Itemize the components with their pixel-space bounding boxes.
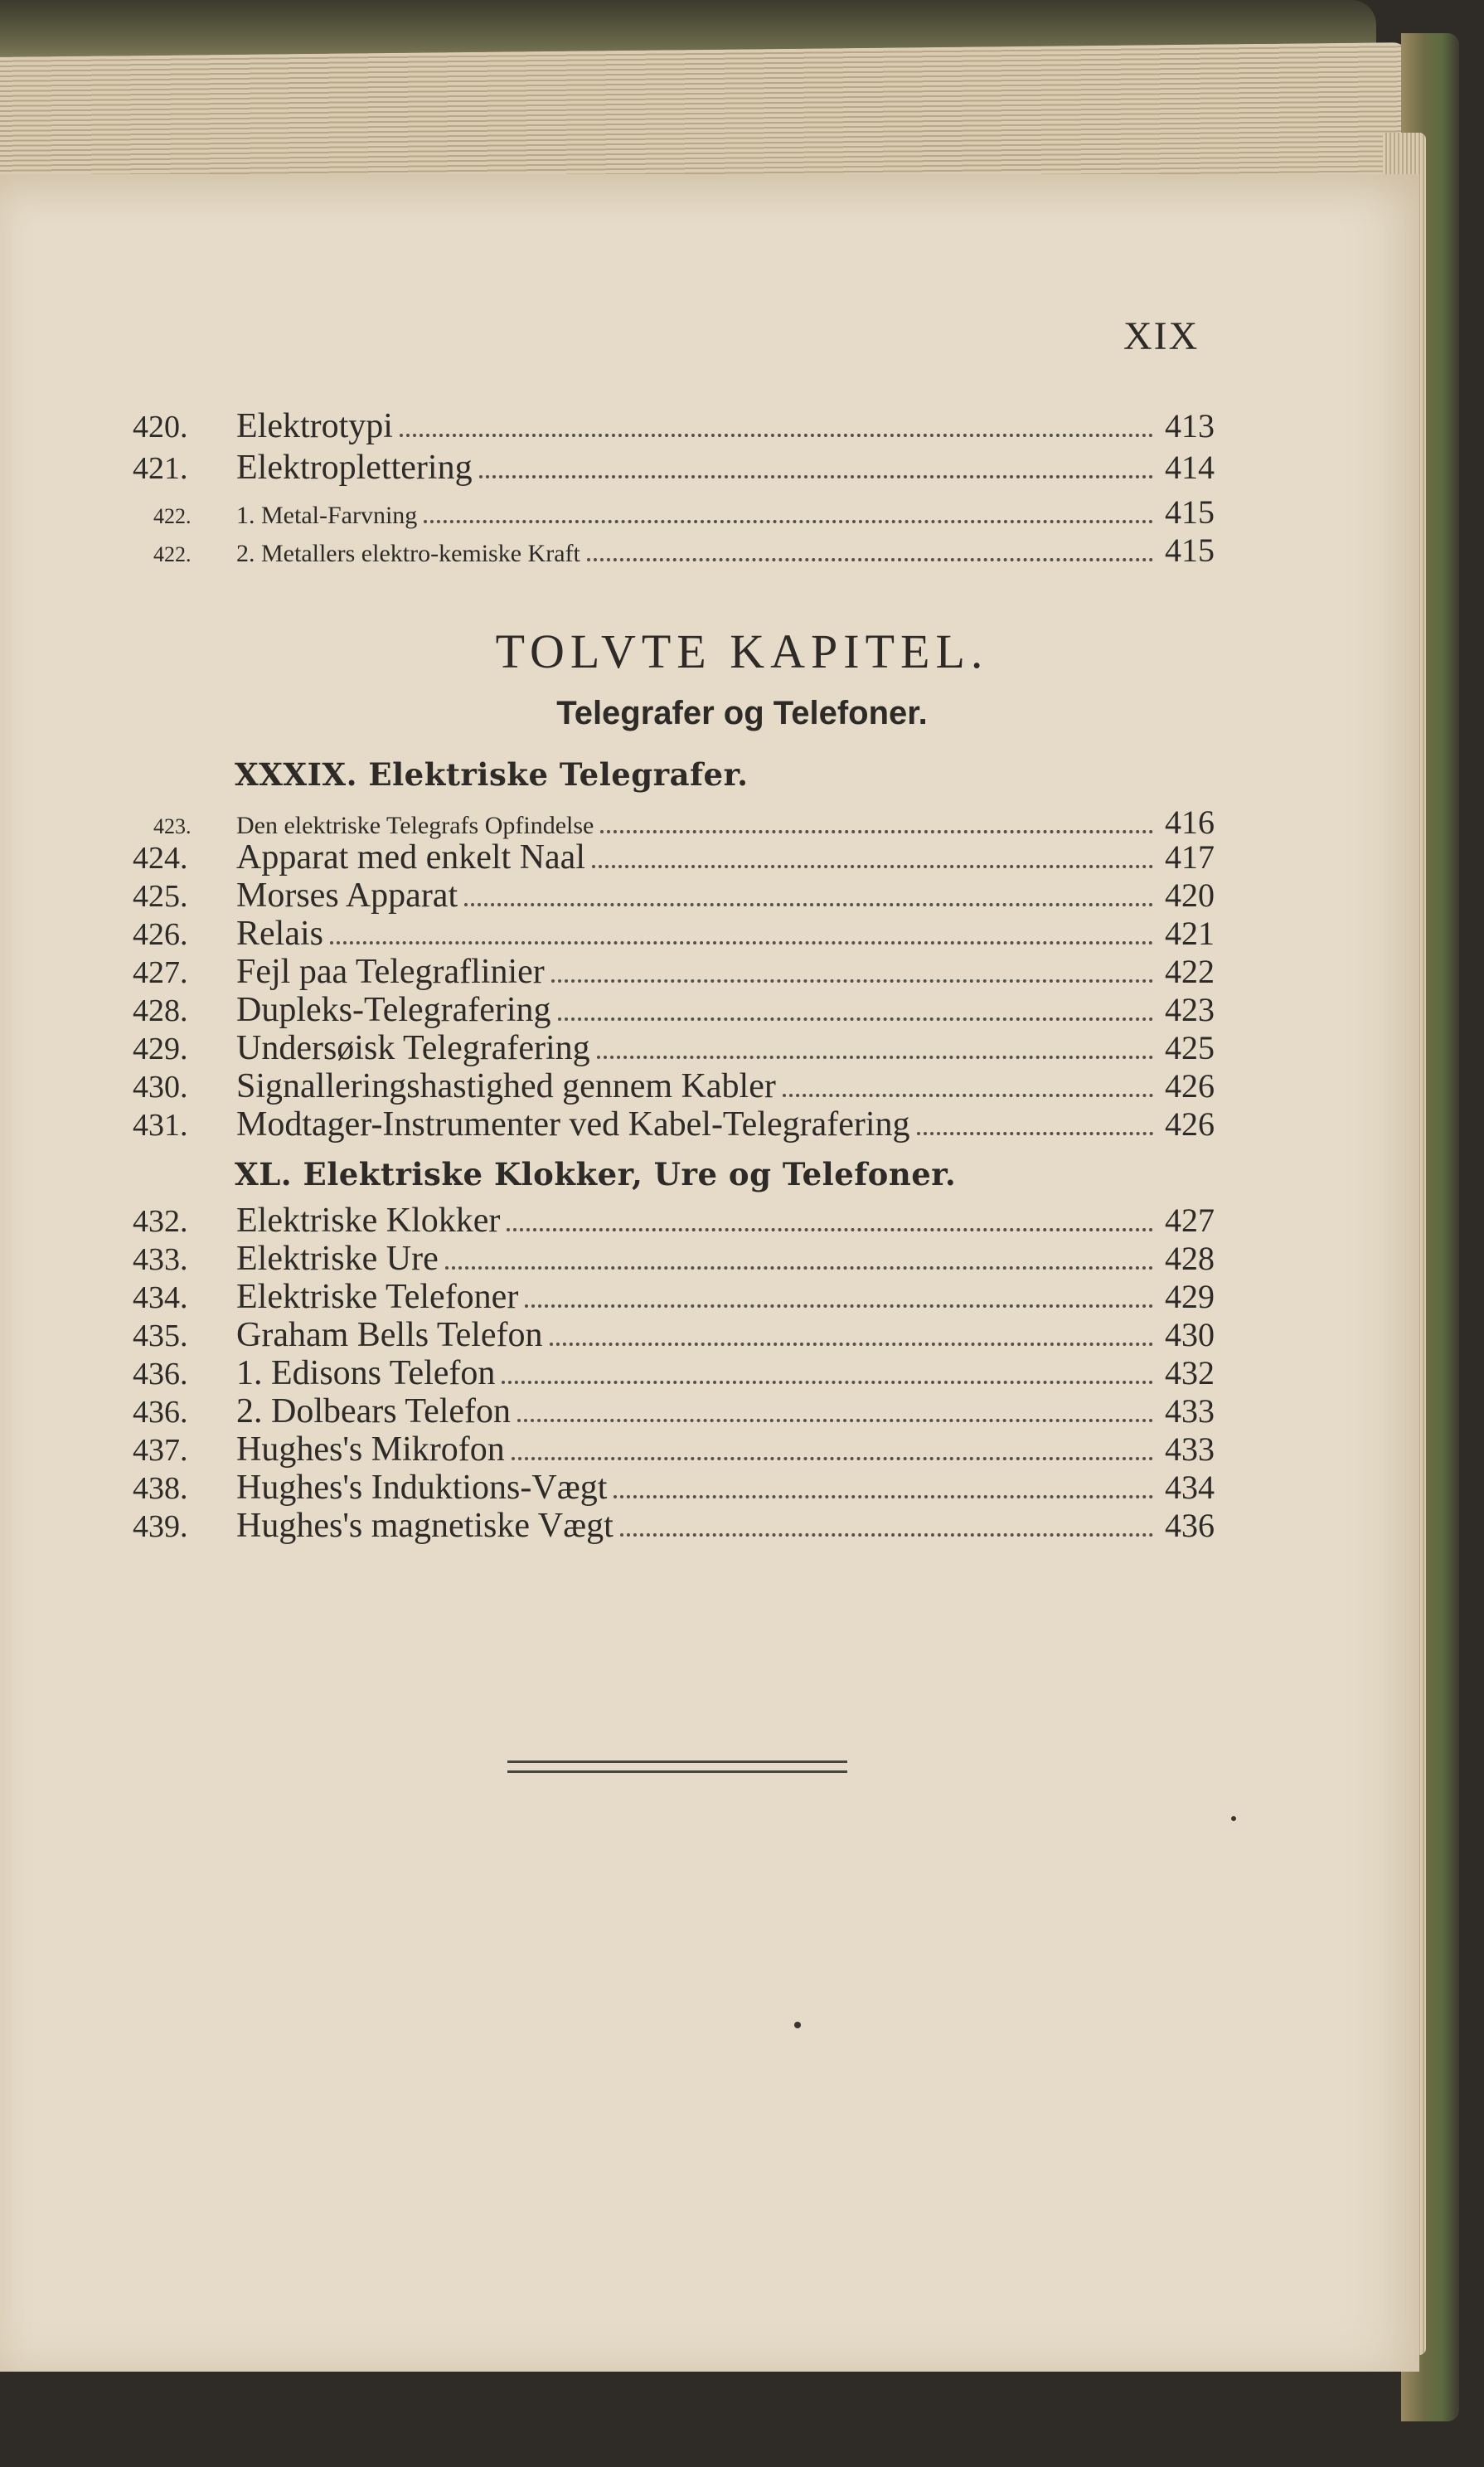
entry-page: 432: [1165, 1354, 1215, 1391]
dot-leader: [517, 1419, 1153, 1422]
toc-entry: [133, 876, 1227, 919]
entry-page: 423: [1165, 991, 1215, 1028]
toc-entry: [133, 990, 1227, 1033]
dot-leader: [512, 1457, 1153, 1460]
paper-speck: [1231, 1816, 1236, 1821]
entry-number: 436.: [133, 1357, 188, 1391]
entry-page: 417: [1165, 838, 1215, 876]
entry-title: 1. Edisons Telefon: [236, 1354, 496, 1392]
dot-leader: [330, 941, 1153, 945]
toc-entry: [133, 1028, 1227, 1071]
entry-number: 439.: [133, 1509, 188, 1544]
entry-number: 426.: [133, 917, 188, 952]
dot-leader: [551, 979, 1153, 983]
entry-title: Den elektriske Telegrafs Opfindelse: [236, 812, 594, 839]
entry-page: 420: [1165, 877, 1215, 914]
entry-page: 426: [1165, 1105, 1215, 1143]
entry-number: 423.: [153, 814, 192, 838]
entry-number: 434.: [133, 1280, 188, 1315]
toc-entry: [133, 531, 1227, 574]
entry-page: 422: [1165, 953, 1215, 990]
toc-entry: [133, 1506, 1227, 1549]
toc-entry: [133, 1105, 1227, 1148]
entry-title: Elektriske Ure: [236, 1240, 439, 1278]
dot-leader: [600, 830, 1153, 833]
entry-page: 436: [1165, 1507, 1215, 1544]
dot-leader: [445, 1266, 1153, 1270]
entry-page: 428: [1165, 1240, 1215, 1277]
entry-page: 433: [1165, 1430, 1215, 1468]
entry-page: 416: [1165, 804, 1215, 841]
dot-leader: [550, 1343, 1153, 1346]
entry-page: 430: [1165, 1316, 1215, 1353]
entry-title: Apparat med enkelt Naal: [236, 838, 585, 877]
entry-number: 428.: [133, 993, 188, 1028]
dot-leader: [620, 1533, 1153, 1537]
entry-page: 427: [1165, 1202, 1215, 1239]
entry-title: Hughes's Mikrofon: [236, 1430, 505, 1469]
page-number: XIX: [1123, 314, 1200, 358]
entry-title: Signalleringshastighed gennem Kabler: [236, 1067, 776, 1105]
entry-number: 435.: [133, 1318, 188, 1353]
toc-entry: [133, 1239, 1227, 1282]
entry-title: Fejl paa Telegraflinier: [236, 953, 545, 991]
entry-page: 414: [1165, 449, 1215, 486]
chapter-subtitle: Telegrafer og Telefoner.: [556, 695, 928, 731]
toc-entry: [133, 1315, 1227, 1358]
toc-entry: [133, 448, 1227, 491]
dot-leader: [613, 1495, 1153, 1498]
entry-number: 425.: [133, 879, 188, 914]
toc-entry: [133, 1391, 1227, 1435]
entry-number: 436.: [133, 1395, 188, 1430]
dot-leader: [917, 1132, 1153, 1135]
entry-title: Modtager-Instrumenter ved Kabel-Telegrafering: [236, 1105, 910, 1144]
section-heading: XL. Elektriske Klokker, Ure og Telefoner.: [235, 1156, 957, 1192]
toc-entry: [133, 914, 1227, 957]
entry-number: 427.: [133, 955, 188, 990]
entry-number: 422.: [153, 542, 192, 566]
entry-page: 415: [1165, 493, 1215, 531]
entry-number: 422.: [153, 504, 192, 528]
entry-page: 413: [1165, 407, 1215, 444]
entry-page: 421: [1165, 915, 1215, 952]
chapter-heading: TOLVTE KAPITEL.: [495, 624, 989, 678]
entry-title: Elektroplettering: [236, 449, 473, 487]
toc-entry: [133, 1430, 1227, 1473]
entry-number: 421.: [133, 451, 188, 486]
entry-title: Morses Apparat: [236, 877, 458, 915]
toc-entry: [133, 952, 1227, 995]
toc-entry: [133, 493, 1227, 536]
entry-page: 433: [1165, 1392, 1215, 1430]
dot-leader: [597, 1056, 1153, 1059]
toc-entry: [133, 1277, 1227, 1320]
entry-title: Elektriske Telefoner: [236, 1278, 519, 1316]
entry-number: 420.: [133, 410, 188, 444]
entry-title: Elektriske Klokker: [236, 1202, 501, 1240]
toc-entry: [133, 1353, 1227, 1396]
dot-leader: [525, 1304, 1153, 1308]
entry-title: 2. Metallers elektro-kemiske Kraft: [236, 540, 580, 567]
entry-page: 434: [1165, 1469, 1215, 1506]
entry-title: 2. Dolbears Telefon: [236, 1392, 512, 1430]
entry-number: 431.: [133, 1108, 188, 1143]
dot-leader: [424, 520, 1153, 523]
entry-number: 432.: [133, 1204, 188, 1239]
dot-leader: [507, 1228, 1153, 1231]
entry-title: Hughes's magnetiske Vægt: [236, 1507, 613, 1545]
entry-title: Elektrotypi: [236, 407, 393, 445]
dot-leader: [400, 434, 1153, 437]
dot-leader: [592, 865, 1153, 868]
entry-number: 430.: [133, 1070, 188, 1105]
entry-number: 438.: [133, 1471, 188, 1506]
entry-title: 1. Metal-Farvning: [236, 502, 418, 529]
dot-leader: [464, 903, 1153, 906]
entry-title: Undersøisk Telegrafering: [236, 1029, 590, 1067]
entry-number: 424.: [133, 841, 188, 876]
entry-title: Hughes's Induktions-Vægt: [236, 1469, 608, 1507]
entry-number: 433.: [133, 1242, 188, 1277]
entry-title: Dupleks-Telegrafering: [236, 991, 551, 1029]
toc-entry: [133, 1066, 1227, 1110]
entry-page: 425: [1165, 1029, 1215, 1066]
entry-number: 437.: [133, 1433, 188, 1468]
dot-leader: [587, 558, 1153, 561]
entry-page: 429: [1165, 1278, 1215, 1315]
entry-number: 429.: [133, 1032, 188, 1066]
entry-page: 426: [1165, 1067, 1215, 1105]
toc-entry: [133, 406, 1227, 449]
dot-leader: [502, 1381, 1153, 1384]
entry-title: Graham Bells Telefon: [236, 1316, 543, 1354]
dot-leader: [479, 475, 1153, 478]
paper-speck: [794, 2022, 801, 2028]
toc-entry: [133, 1201, 1227, 1244]
entry-page: 415: [1165, 532, 1215, 569]
end-rule: [507, 1760, 847, 1773]
toc-entry: [133, 838, 1227, 881]
section-heading: XXXIX. Elektriske Telegrafer.: [235, 756, 749, 793]
entry-title: Relais: [236, 915, 323, 953]
dot-leader: [558, 1017, 1153, 1021]
dot-leader: [783, 1094, 1153, 1097]
toc-entry: [133, 1468, 1227, 1511]
